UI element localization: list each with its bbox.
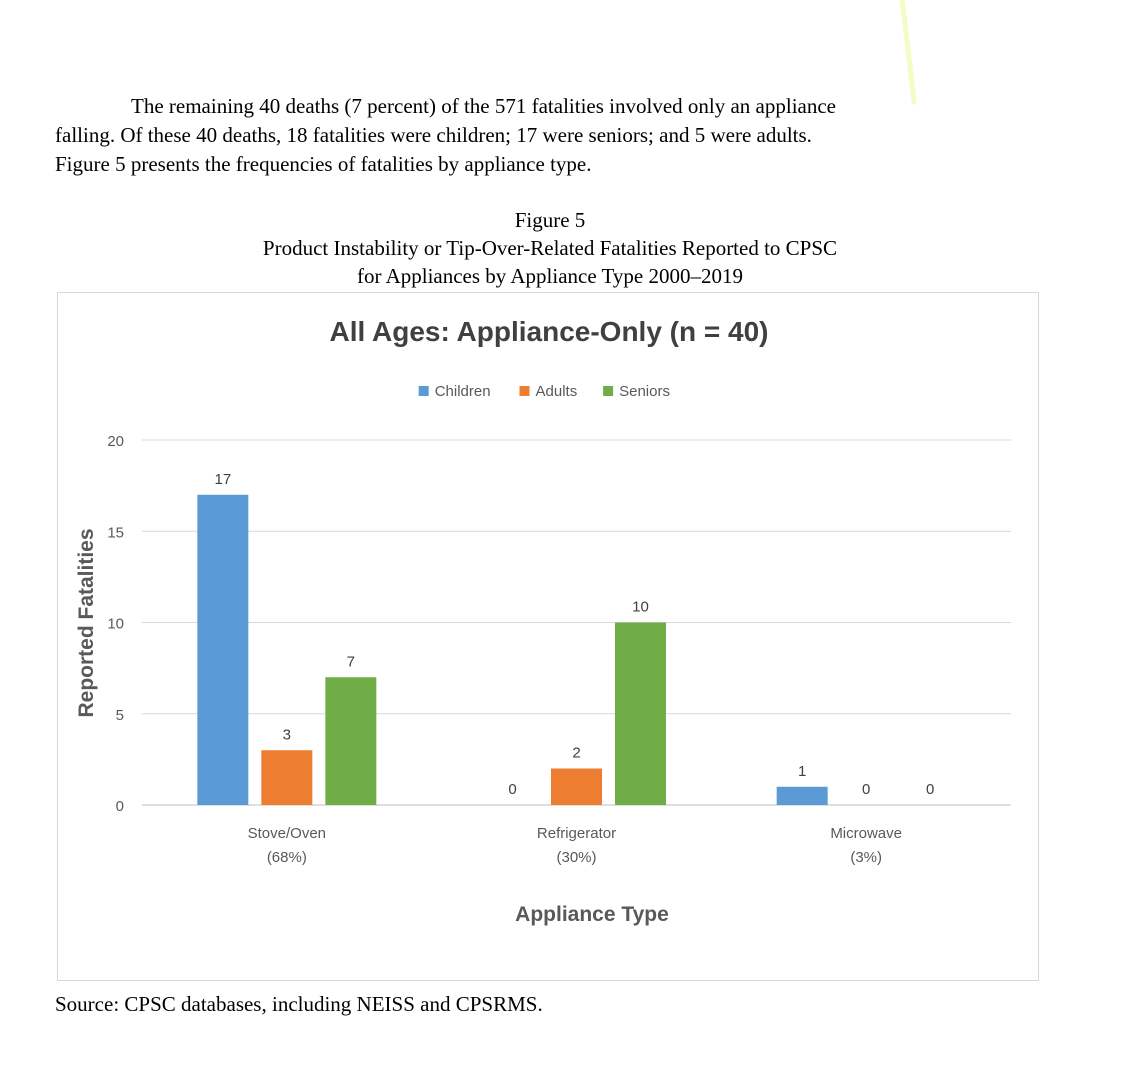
y-tick-label: 20 xyxy=(107,433,124,450)
figure-title-line-2: for Appliances by Appliance Type 2000–2019 xyxy=(357,264,743,288)
chart-legend xyxy=(419,383,670,400)
data-labels xyxy=(214,471,934,798)
x-category-label: Microwave xyxy=(830,825,903,842)
y-tick-label: 10 xyxy=(107,615,124,633)
paragraph-line-1: The remaining 40 deaths (7 percent) of the 571 fatalities involved only an appliance xyxy=(131,94,837,118)
y-axis-ticks xyxy=(107,433,124,815)
legend-swatch-seniors xyxy=(603,386,613,396)
highlighter-mark xyxy=(898,0,920,105)
bar-children-stove-oven xyxy=(197,495,248,805)
data-label: 0 xyxy=(925,781,935,798)
figure-heading xyxy=(160,206,940,290)
legend-label: Seniors xyxy=(619,383,670,400)
x-category-sublabel: (30%) xyxy=(556,849,597,866)
paragraph-line-3: Figure 5 presents the frequencies of fatalities by appliance type. xyxy=(55,152,592,176)
data-label: 0 xyxy=(861,781,871,798)
data-label: 10 xyxy=(632,598,649,616)
y-tick-label: 15 xyxy=(107,524,124,542)
y-axis-title: Reported Fatalities xyxy=(75,528,98,718)
paragraph-line-2: falling. Of these 40 deaths, 18 fatalities were children; 17 were seniors; and 5 were adults. xyxy=(55,123,812,147)
bar-chart xyxy=(58,293,1040,982)
legend-swatch-children xyxy=(419,386,429,396)
data-label: 2 xyxy=(572,744,581,762)
bar-seniors-stove-oven xyxy=(325,677,376,805)
chart-container xyxy=(57,292,1039,981)
legend-label: Adults xyxy=(535,383,578,400)
data-label: 3 xyxy=(282,726,292,744)
figure-title-line-1: Product Instability or Tip-Over-Related Fatalities Reported to CPSC xyxy=(262,236,838,260)
data-label: 17 xyxy=(214,470,232,488)
x-axis-categories xyxy=(248,825,902,866)
chart-title: All Ages: Appliance-Only (n = 40) xyxy=(329,316,769,347)
x-category-sublabel: (3%) xyxy=(850,849,883,866)
bar-adults-refrigerator xyxy=(551,769,602,806)
y-tick-label: 0 xyxy=(115,798,124,815)
data-label: 0 xyxy=(508,781,517,798)
data-label: 1 xyxy=(797,762,807,780)
x-category-label: Refrigerator xyxy=(536,825,617,842)
x-axis-title: Appliance Type xyxy=(515,903,669,926)
data-label: 7 xyxy=(346,653,356,671)
legend-swatch-adults xyxy=(520,386,530,396)
source-note: Source: CPSC databases, including NEISS and CPSRMS. xyxy=(55,992,543,1016)
figure-label: Figure 5 xyxy=(514,208,586,232)
bar-seniors-refrigerator xyxy=(615,623,666,806)
y-tick-label: 5 xyxy=(115,706,124,724)
legend-label: Children xyxy=(434,383,491,400)
x-category-sublabel: (68%) xyxy=(266,849,307,866)
intro-paragraph xyxy=(55,92,985,179)
bar-children-microwave xyxy=(777,787,828,805)
bars xyxy=(197,495,827,805)
bar-adults-stove-oven xyxy=(261,750,312,805)
x-category-label: Stove/Oven xyxy=(247,825,327,842)
